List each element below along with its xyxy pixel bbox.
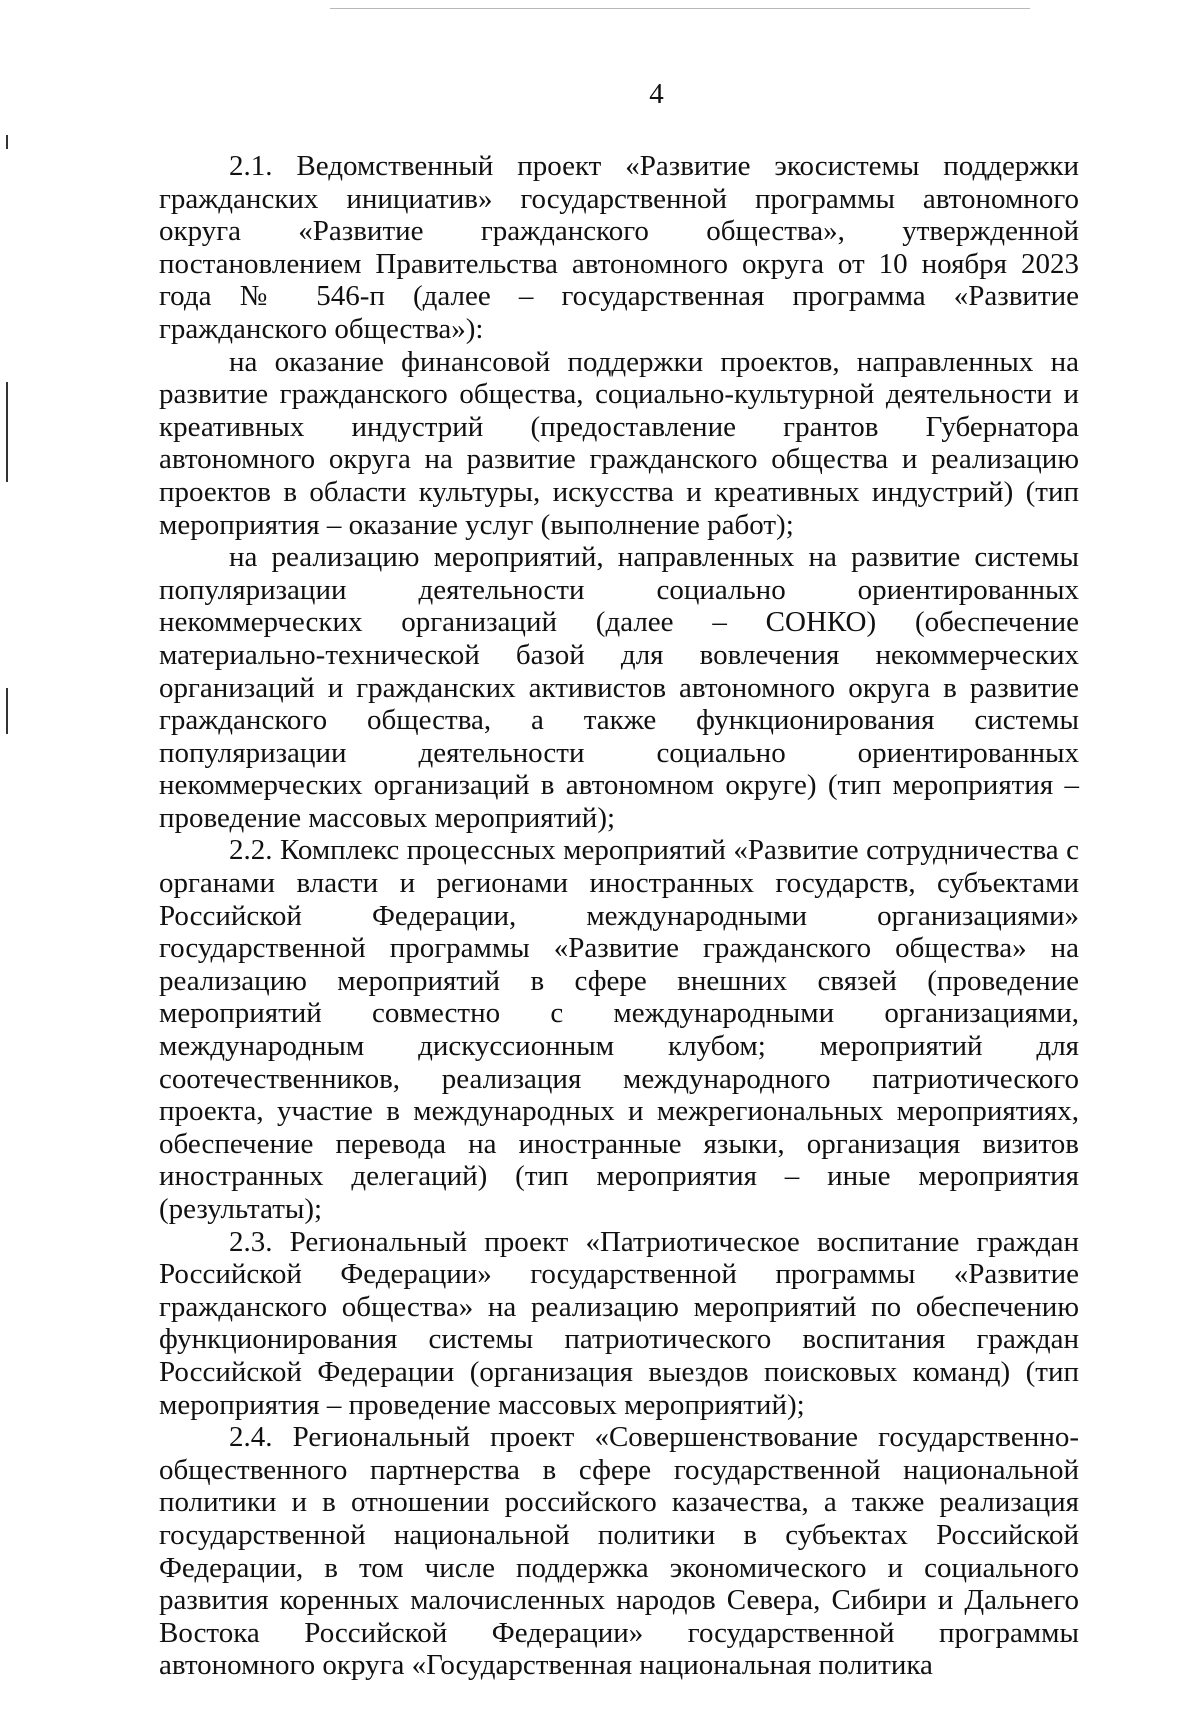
paragraph-2-2: 2.2. Комплекс процессных мероприятий «Развитие сотрудничества с органами власти и регионами иностранных государств, субъектами Российской Федерации, международными организациями» государственной программы «Развитие гражданского общества» на реализацию мероприятий в сфере внешних связей (проведение мероприятий совместно с международными организациями, международным дискуссионным клубом; мероприятий для соотечественников, реализация международного патриотического проекта, участие в международных и межрегиональных мероприятиях, обеспечение перевода на иностранные языки, организация визитов иностранных делегаций) (тип мероприятия – иные мероприятия (результаты); — [159, 834, 1079, 1225]
scan-top-edge — [330, 8, 1030, 9]
scan-edge-mark — [6, 135, 8, 149]
page-number: 4 — [649, 78, 664, 110]
paragraph-financial-support: на оказание финансовой поддержки проектов, направленных на развитие гражданского общества, социально-культурной деятельности и креативных индустрий (предоставление грантов Губернатора автономного округа на развитие гражданского общества и реализацию проектов в области культуры, искусства и креативных индустрий) (тип мероприятия – оказание услуг (выполнение работ); — [159, 345, 1079, 541]
scan-edge-mark — [6, 688, 8, 734]
scan-edge-mark — [6, 382, 8, 482]
paragraph-2-1: 2.1. Ведомственный проект «Развитие экосистемы поддержки гражданских инициатив» государственной программы автономного округа «Развитие гражданского общества», утвержденной постановлением Правительства автономного округа от 10 ноября 2023 года № 546-п (далее – государственная программа «Развитие гражданского общества»): — [159, 150, 1079, 345]
paragraph-2-4: 2.4. Региональный проект «Совершенствование государственно-общественного партнерства в сфере государственной национальной политики и в отношении российского казачества, а также реализация государственной национальной политики в субъектах Российской Федерации, в том числе поддержка экономического и социального развития коренных малочисленных народов Севера, Сибири и Дальнего Востока Российской Федерации» государственной программы автономного округа «Государственная национальная политика — [159, 1421, 1079, 1682]
paragraph-sonko-popularization: на реализацию мероприятий, направленных на развитие системы популяризации деятельности социально ориентированных некоммерческих организаций (далее – СОНКО) (обеспечение материально-технической базой для вовлечения некоммерческих организаций и гражданских активистов автономного округа в развитие гражданского общества, а также функционирования системы популяризации деятельности социально ориентированных некоммерческих организаций в автономном округе) (тип мероприятия – проведение массовых мероприятий); — [159, 541, 1079, 834]
paragraph-2-3: 2.3. Региональный проект «Патриотическое воспитание граждан Российской Федерации» государственной программы «Развитие гражданского общества» на реализацию мероприятий по обеспечению функционирования системы патриотического воспитания граждан Российской Федерации (организация выездов поисковых команд) (тип мероприятия – проведение массовых мероприятий); — [159, 1225, 1079, 1421]
document-body — [159, 150, 1079, 1682]
